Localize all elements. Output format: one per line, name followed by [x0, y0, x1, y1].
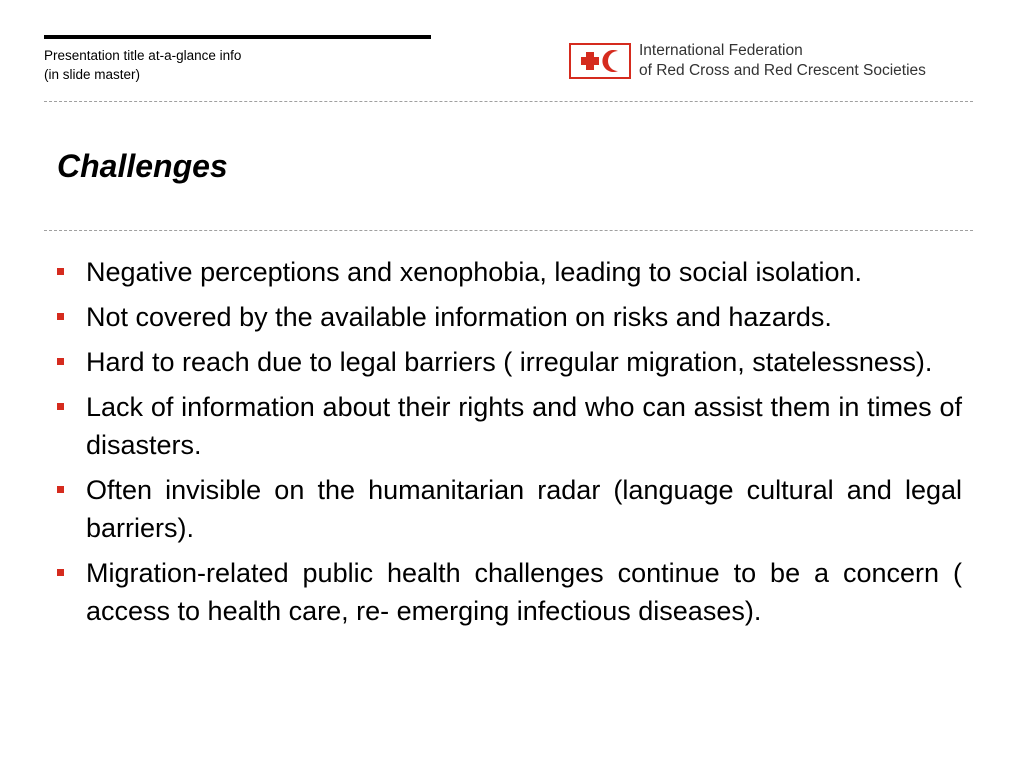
- list-item: [55, 253, 962, 291]
- title-divider: [44, 230, 973, 231]
- organization-name-line2: of Red Cross and Red Crescent Societies: [639, 62, 926, 79]
- list-item-text: Negative perceptions and xenophobia, leading to social isolation.: [86, 257, 863, 287]
- bullet-square-icon: [57, 358, 64, 365]
- bullet-square-icon: [57, 268, 64, 275]
- list-item: [55, 298, 962, 336]
- organization-name: [639, 41, 926, 81]
- slide-title: Challenges: [57, 148, 228, 184]
- list-item-text: Often invisible on the humanitarian radar (language cultural and legal barriers).: [86, 475, 962, 543]
- header-top-rule: [44, 35, 431, 39]
- presentation-title-line2: (in slide master): [44, 67, 141, 82]
- challenges-list: [55, 253, 962, 637]
- organization-name-line1: International Federation: [639, 42, 803, 59]
- bullet-square-icon: [57, 403, 64, 410]
- list-item: [55, 554, 962, 630]
- list-item-text: Hard to reach due to legal barriers ( irregular migration, statelessness).: [86, 347, 933, 377]
- header-divider: [44, 101, 973, 102]
- bullet-square-icon: [57, 486, 64, 493]
- list-item: [55, 343, 962, 381]
- list-item: [55, 388, 962, 464]
- red-cross-red-crescent-emblem-icon: [569, 43, 631, 79]
- bullet-square-icon: [57, 569, 64, 576]
- list-item-text: Migration-related public health challenges continue to be a concern ( access to health care, re- emerging infectious diseases).: [86, 558, 962, 626]
- ifrc-logo: [569, 41, 926, 81]
- bullet-square-icon: [57, 313, 64, 320]
- list-item-text: Not covered by the available information on risks and hazards.: [86, 302, 832, 332]
- presentation-title-line1: Presentation title at-a-glance info: [44, 48, 242, 63]
- list-item-text: Lack of information about their rights and who can assist them in times of disasters.: [86, 392, 962, 460]
- list-item: [55, 471, 962, 547]
- presentation-title-info: [44, 46, 241, 84]
